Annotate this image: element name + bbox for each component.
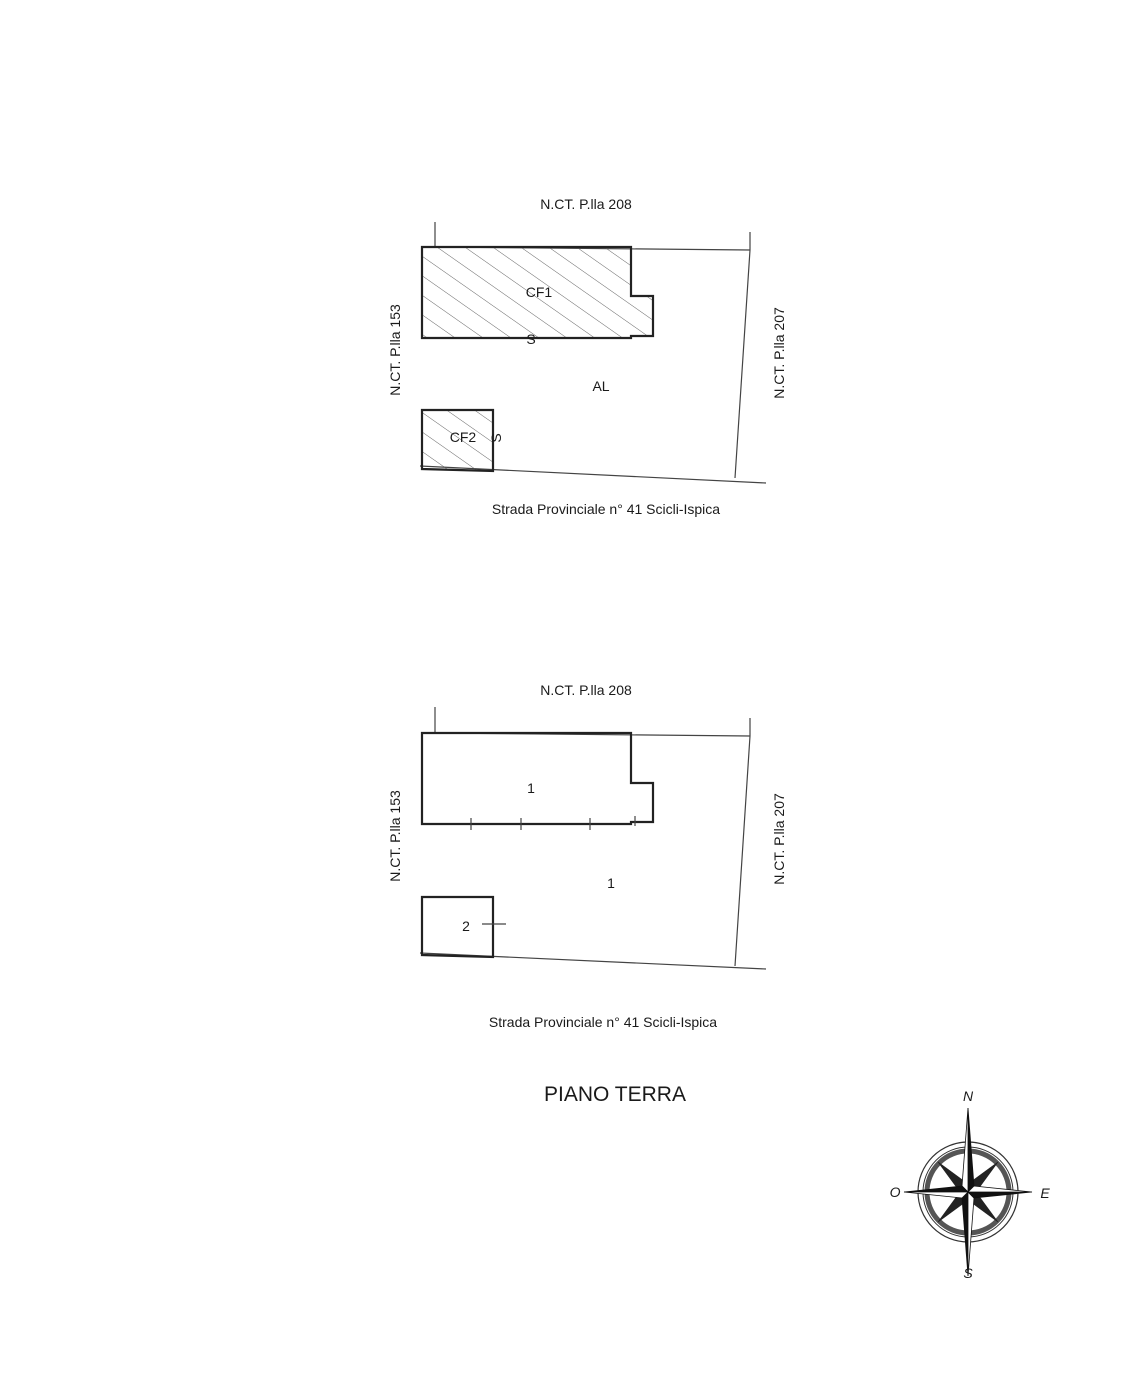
compass-south-label: S <box>963 1265 973 1281</box>
plan-bottom-west-label: N.CT. P.lla 153 <box>387 790 403 882</box>
plan-top-building-2-label: CF2 <box>449 429 477 445</box>
plan-bottom-north-label: N.CT. P.lla 208 <box>540 682 632 698</box>
plan-top-south-label: Strada Provinciale n° 41 Scicli-Ispica <box>491 501 721 517</box>
floor-title: PIANO TERRA <box>544 1083 686 1106</box>
plan-top-west-label: N.CT. P.lla 153 <box>387 304 403 396</box>
plan-bottom-building-1 <box>422 733 653 824</box>
plan-bottom-lot-boundary <box>420 707 766 969</box>
plan-top-stair-mark-1: S <box>526 331 536 347</box>
compass-rose <box>890 1088 1051 1281</box>
plan-top-east-label: N.CT. P.lla 207 <box>771 307 787 399</box>
plan-bottom-south-label: Strada Provinciale n° 41 Scicli-Ispica <box>488 1014 718 1030</box>
plan-bottom-east-label: N.CT. P.lla 207 <box>771 793 787 885</box>
plan-top <box>387 196 787 517</box>
plan-top-stair-mark-2: S <box>488 433 504 443</box>
compass-east-label: E <box>1040 1185 1050 1201</box>
compass-north-label: N <box>962 1088 974 1104</box>
plan-bottom-building-2-label: 2 <box>462 918 470 934</box>
plan-bottom-building-2 <box>422 897 493 957</box>
plan-bottom-building-1-label: 1 <box>527 780 535 796</box>
plan-top-north-label: N.CT. P.lla 208 <box>540 196 632 212</box>
compass-west-label: O <box>889 1184 901 1200</box>
compass-major-points <box>904 1108 1032 1276</box>
plan-top-building-1-label: CF1 <box>525 284 553 300</box>
plan-bottom-yard-label: 1 <box>607 875 615 891</box>
plan-bottom <box>387 682 787 1030</box>
plan-top-yard-label: AL <box>592 378 610 394</box>
